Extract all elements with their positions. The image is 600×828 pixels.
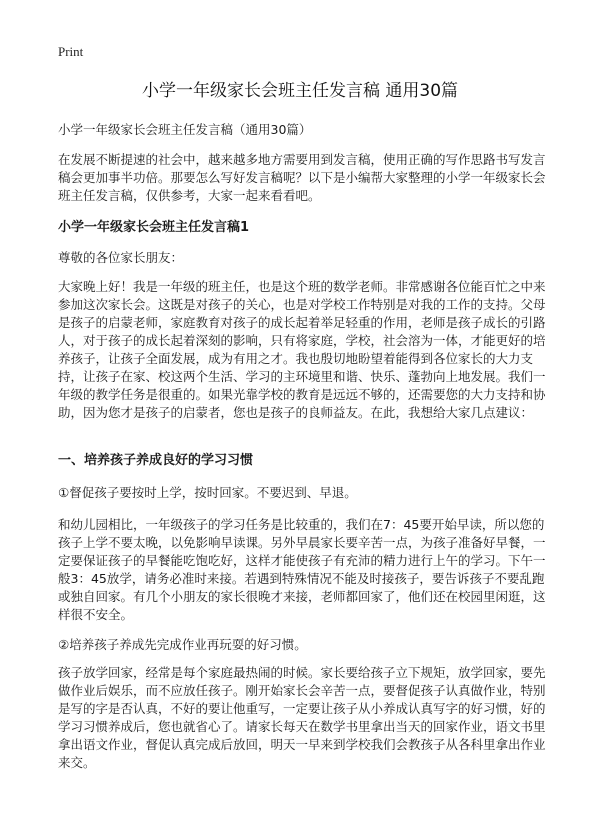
- page-title: 小学一年级家长会班主任发言稿 通用30篇: [141, 81, 459, 101]
- print-label[interactable]: Print: [58, 44, 84, 59]
- body-paragraph-3: 孩子放学回家，经常是每个家庭最热闹的时候。家长要给孩子立下规矩，放学回家，要先做作业后娱乐，而不应放任孩子。刚开始家长会辛苦一点，要督促孩子认真做作业，特别是写的字是否认真，不好的要让他重写，一定要让孩子从小养成认真写字的好习惯，好的学习习惯养成后，您也就省心了。请家长每天在数学书里拿出当天的回家作业，语文书里拿出语文作业，督促认真完成后放回，明天一早来到学校我们会教孩子从各科里拿出作业来交。: [58, 665, 546, 770]
- point-1: ①督促孩子要按时上学，按时回家。不要迟到、早退。: [58, 485, 357, 500]
- intro-paragraph: 在发展不断提速的社会中，越来越多地方需要用到发言稿，使用正确的写作思路书写发言稿会更加事半功倍。那要怎么写好发言稿呢？以下是小编帮大家整理的小学一年级家长会班主任发言稿，仅供参考，大家一起来看看吧。: [58, 152, 546, 203]
- body-paragraph-1: 大家晚上好！我是一年级的班主任，也是这个班的数学老师。非常感谢各位能百忙之中来参加这次家长会。这既是对孩子的关心，也是对学校工作特别是对我的工作的支持。父母是孩子的启蒙老师，家庭教育对孩子的成长起着举足轻重的作用，老师是孩子成长的引路人，对于孩子的成长起着深刻的影响，只有将家庭，学校，社会溶为一体，才能更好的培养孩子，让孩子全面发展，成为有用之才。我也殷切地盼望着能得到各位家长的大力支持，让孩子在家、校这两个生活、学习的主环境里和谐、快乐、蓬勃向上地发展。我们一年级的教学任务是很重的。如果光靠学校的教育是远远不够的，还需要您的大力支持和协助，因为您才是孩子的启蒙者，您也是孩子的良师益友。在此，我想给大家几点建议：: [58, 279, 546, 420]
- section-title: 小学一年级家长会班主任发言稿1: [58, 220, 250, 235]
- point-2: ②培养孩子养成先完成作业再玩耍的好习惯。: [58, 637, 307, 652]
- body-paragraph-2: 和幼儿园相比，一年级孩子的学习任务是比较重的，我们在7：45要开始早读，所以您的孩子上学不要太晚，以免影响早读课。另外早晨家长要辛苦一点，为孩子准备好早餐，一定要保证孩子的早餐能吃饱吃好，这样才能使孩子有充沛的精力进行上午的学习。下午一般3：45放学，请务必准时来接。若遇到特殊情况不能及时接孩子，要告诉孩子不要乱跑或独自回家。有几个小朋友的家长很晚才来接，老师都回家了，他们还在校园里闲逛，这样很不安全。: [58, 517, 546, 622]
- salutation: 尊敬的各位家长朋友：: [58, 250, 184, 265]
- heading-study-habits: 一、培养孩子养成良好的学习习惯: [58, 453, 254, 468]
- subtitle: 小学一年级家长会班主任发言稿（通用30篇）: [58, 122, 312, 137]
